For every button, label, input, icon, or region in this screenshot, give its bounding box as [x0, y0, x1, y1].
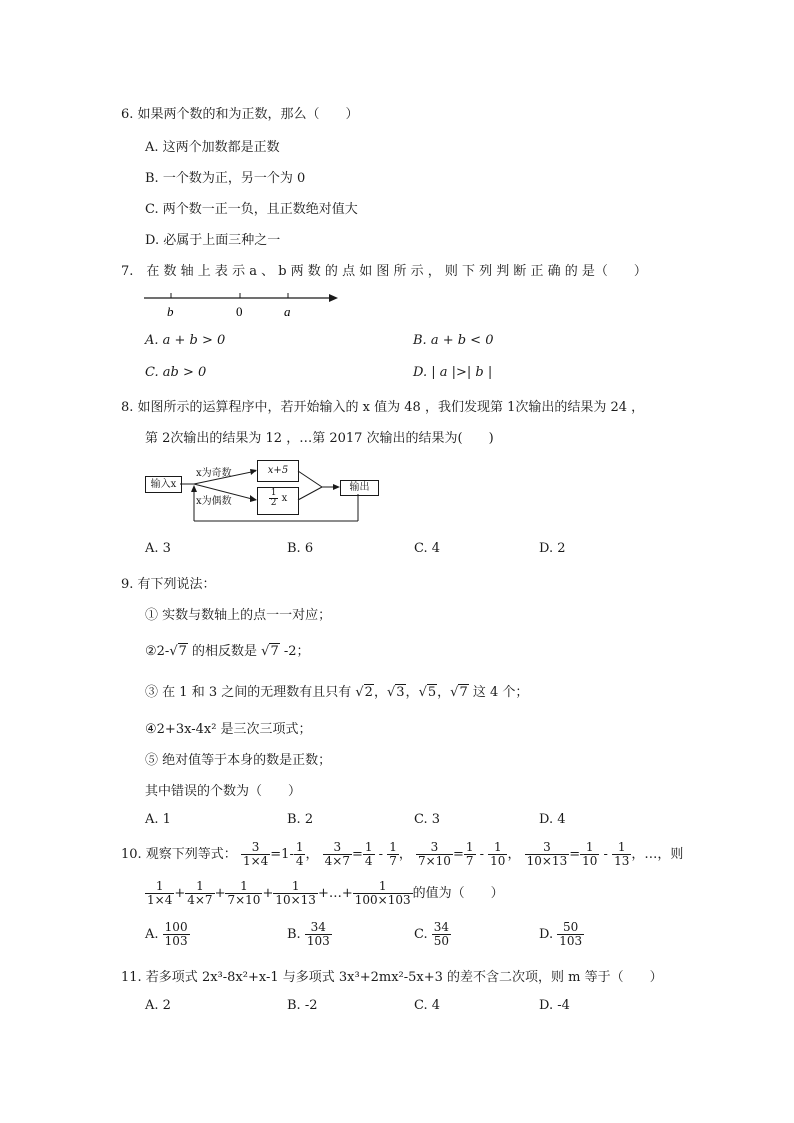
q8-option-d: D. 2: [539, 541, 566, 556]
number-line-arrow: [329, 294, 338, 302]
even-label: x为偶数: [196, 496, 232, 507]
odd-label: x为奇数: [196, 468, 232, 479]
q9-statement-3: ③ 在 1 和 3 之间的无理数有且只有 √2，√3，√5，√7 这 4 个；: [145, 685, 529, 700]
q8-option-a: A. 3: [145, 541, 171, 556]
q8-option-b: B. 6: [287, 541, 314, 556]
q10-option-b: B. $\frac{34}{103}$: [287, 920, 330, 948]
q11-option-c: C. 4: [414, 998, 441, 1013]
q10-option-a: A. $\frac{100}{103}$: [145, 920, 188, 948]
q8-stem-line1: 8. 如图所示的运算程序中，若开始输入的 x 值为 48 ，我们发现第 1次输出的结果为 24 ，: [121, 400, 645, 415]
q11-option-d: D. -4: [539, 998, 570, 1013]
output-box: 输出: [340, 480, 379, 496]
label-b: b: [167, 304, 174, 319]
q10-equations: 10. 观察下列等式： $\frac{3}{1\times 4}$ =1- $\frac{1}{4}$ ， $\frac{3}{4\times 7}$ = $\frac{1}{4}$ - $\frac{1}{7}$ ， $\frac{3}{7\times 10}$ = $\frac{1}{7}$ - $\frac{1}{10}$ ， $\frac{3}{10\times 13}$ = $\frac{1}{10}$ - $\frac{1}{13}$ ，…，则: [121, 840, 684, 868]
q9-statement-2: ②2-√7 的相反数是 √7 -2；: [145, 644, 310, 659]
input-box: 输入x: [145, 476, 182, 493]
q10-option-d: D. $\frac{50}{103}$: [539, 920, 583, 948]
q6-option-d: D. 必属于上面三种之一: [145, 233, 281, 248]
q11-option-b: B. -2: [287, 998, 318, 1013]
q8-stem-line2: 第 2次输出的结果为 12 ，…第 2017 次输出的结果为( ): [145, 431, 494, 446]
q7-option-a: A. a + b > 0: [145, 333, 226, 348]
q6-option-b: B. 一个数为正，另一个为 0: [145, 171, 306, 186]
even-box: $\frac{1}{2}$ x: [257, 487, 299, 515]
q9-tail: 其中错误的个数为（ ）: [145, 784, 302, 799]
q11-option-a: A. 2: [145, 998, 171, 1013]
q7-number-line: [142, 288, 342, 322]
label-0: 0: [236, 304, 243, 319]
q9-statement-4: ④2+3x-4x² 是三次三项式；: [145, 722, 312, 737]
q9-option-c: C. 3: [414, 812, 441, 827]
q9-option-d: D. 4: [539, 812, 566, 827]
q9-statement-1: ① 实数与数轴上的点一一对应；: [145, 608, 332, 623]
q9-statement-5: ⑤ 绝对值等于本身的数是正数；: [145, 753, 332, 768]
q6-option-c: C. 两个数一正一负，且正数绝对值大: [145, 202, 358, 217]
q10-option-c: C. $\frac{34}{50}$: [414, 920, 450, 948]
q6-stem: 6. 如果两个数的和为正数，那么（ ）: [121, 107, 359, 122]
q7-stem: 7. 在 数 轴 上 表 示 a 、 b 两 数 的 点 如 图 所 示 ， 则 下 列 判 断 正 确 的 是（ ）: [121, 264, 647, 279]
q7-option-d: D. | a |>| b |: [413, 365, 493, 380]
odd-arrow: [194, 471, 256, 484]
q10-sum: $\frac{1}{1\times 4}$ + $\frac{1}{4\times 7}$ + $\frac{1}{7\times 10}$ + $\frac{1}{10\times 13}$ +…+ $\frac{1}{100\times 103}$ 的值为（ ）: [147, 879, 504, 907]
label-a: a: [284, 304, 291, 319]
odd-to-output: [298, 471, 322, 487]
q6-option-a: A. 这两个加数都是正数: [145, 140, 280, 155]
q11-stem: 11. 若多项式 2x³-8x²+x-1 与多项式 3x³+2mx²-5x+3 的差不含二次项，则 m 等于（ ）: [121, 970, 663, 985]
even-to-output: [298, 487, 322, 500]
q8-option-c: C. 4: [414, 541, 441, 556]
q9-option-a: A. 1: [145, 812, 171, 827]
even-arrow: [194, 484, 256, 500]
q7-option-c: C. ab > 0: [145, 365, 207, 380]
q9-option-b: B. 2: [287, 812, 314, 827]
q9-stem: 9. 有下列说法：: [121, 577, 216, 592]
q7-option-b: B. a + b < 0: [413, 333, 494, 348]
odd-box: x+5: [257, 460, 299, 482]
flow-arrows: [180, 455, 380, 525]
